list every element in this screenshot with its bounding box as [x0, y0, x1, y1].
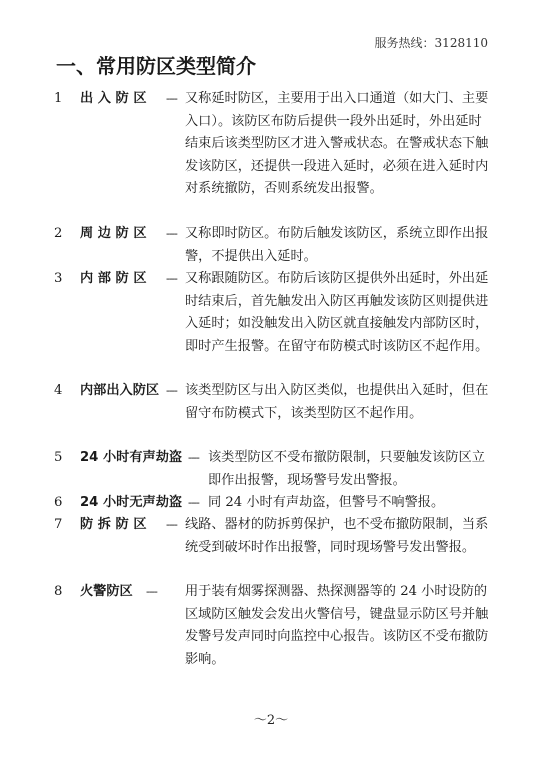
zone-item	[54, 223, 494, 268]
zone-dash: ----	[188, 451, 199, 464]
zone-name: 火警防区	[80, 584, 133, 599]
zone-dash: ----	[166, 384, 177, 397]
zone-name: 24 小时有声劫盗	[80, 450, 183, 465]
zone-dash: ----	[166, 272, 177, 285]
page-title: 一、常用防区类型简介	[56, 54, 256, 78]
zone-number: 2	[54, 226, 63, 241]
zone-description: 又称跟随防区。布防后该防区提供外出延时，外出延时结束后，首先触发出入防区再触发该防区则提供进入延时；如没触发出入防区就直接触发内部防区时，即时产生报警。在留守布防模式时该防区不起作用。	[185, 271, 489, 354]
zone-number: 5	[54, 450, 63, 465]
zone-name: 24 小时无声劫盗	[80, 495, 183, 510]
zone-name: 出 入 防 区	[80, 91, 147, 106]
zone-item	[54, 447, 494, 492]
zone-dash: ----	[166, 227, 177, 240]
zone-description: 该类型防区与出入防区类似，也提供出入延时，但在留守布防模式下，该类型防区不起作用。	[185, 383, 489, 421]
zone-description: 该类型防区不受布撤防限制，只要触发该防区立即作出报警，现场警号发出警报。	[208, 450, 485, 488]
zone-dash: ----	[166, 518, 177, 531]
zone-item	[54, 88, 494, 223]
zone-dash: ----	[146, 585, 157, 598]
zone-item	[54, 380, 494, 447]
zone-number: 4	[54, 383, 63, 398]
zone-dash: ----	[166, 92, 177, 105]
zone-number: 6	[54, 495, 63, 510]
zone-number: 1	[54, 91, 63, 106]
zone-name: 内 部 防 区	[80, 271, 147, 286]
zone-item	[54, 492, 494, 514]
zone-number: 7	[54, 517, 63, 532]
zone-number: 8	[54, 584, 63, 599]
zone-name: 周 边 防 区	[80, 226, 147, 241]
zone-name: 内部出入防区	[80, 383, 160, 398]
zone-name: 防 拆 防 区	[80, 517, 147, 532]
zone-number: 3	[54, 271, 63, 286]
zone-description: 同 24 小时有声劫盗，但警号不响警报。	[208, 495, 445, 510]
zone-description: 用于装有烟雾探测器、热探测器等的 24 小时设防的区域防区触发会发出火警信号，键盘显示防区号并触发警号发声同时向监控中心报告。该防区不受布撤防影响。	[185, 584, 489, 667]
zone-dash: ----	[188, 496, 199, 509]
zone-list	[54, 88, 494, 671]
zone-item	[54, 268, 494, 380]
zone-description: 又称延时防区，主要用于出入口通道（如大门、主要入口）。该防区布防后提供一段外出延时，外出延时结束后该类型防区才进入警戒状态。在警戒状态下触发该防区，还提供一段进入延时，必须在进入延时内对系统撤防，否则系统发出报警。	[185, 91, 489, 196]
zone-description: 线路、器材的防拆剪保护，也不受布撤防限制，当系统受到破坏时作出报警，同时现场警号发出警报。	[185, 517, 489, 555]
page-number: ～2～	[253, 713, 289, 728]
zone-description: 又称即时防区。布防后触发该防区，系统立即作出报警，不提供出入延时。	[185, 226, 489, 264]
zone-item	[54, 581, 494, 671]
zone-item	[54, 514, 494, 581]
hotline-text: 服务热线：3128110	[374, 36, 488, 50]
